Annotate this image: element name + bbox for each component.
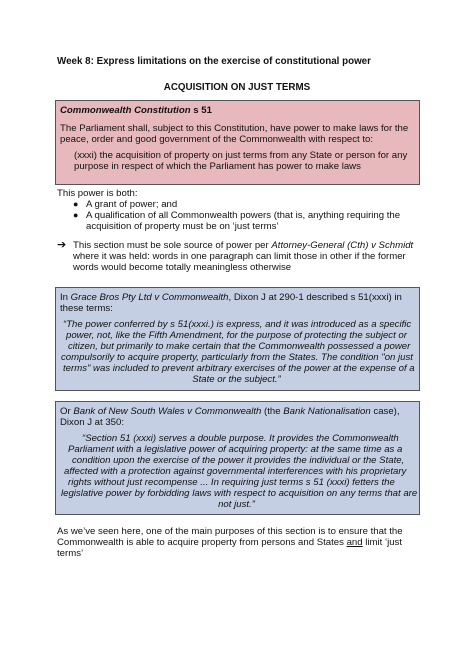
bullet-icon: ● — [73, 210, 79, 220]
bullet-item: A grant of power; and — [86, 199, 178, 210]
grace-bros-quote-line: compulsorily to acquire property, particularly from the States. The condition "on just — [61, 352, 413, 363]
bank-quote-line: legislative power by forbidding laws with respect to acquisition on any terms that are — [61, 488, 418, 499]
bullet-item-continuation: acquisition of property must be on ‘just terms’ — [86, 221, 279, 232]
bank-quote-line: affected with a protection against governmental interferences with his proprietary — [64, 466, 407, 477]
power-intro: This power is both: — [57, 188, 138, 199]
constitution-text-line: The Parliament shall, subject to this Constitution, have power to make laws for the — [60, 123, 409, 134]
grace-bros-quote-line: power, not, like the Fifth Amendment, for the purpose of protecting the subject or — [66, 330, 407, 341]
section-title: ACQUISITION ON JUST TERMS — [163, 82, 311, 93]
constitution-subsection-line: purpose in respect of which the Parliament has power to make laws — [74, 161, 361, 172]
grace-bros-intro-line: these terms: — [60, 303, 113, 314]
bank-quote-line: Parliament with a legislative power of acquiring property: at the same time as a — [68, 444, 403, 455]
bank-intro: Or Bank of New South Wales v Commonwealth (the Bank Nationalisation case), — [60, 406, 400, 417]
bank-intro-line: Dixon J at 350: — [60, 417, 124, 428]
grace-bros-quote-line: citizen, but primarily to make certain that the Commonwealth possessed a power — [68, 341, 411, 352]
constitution-text-line: peace, order and good government of the Commonwealth with respect to: — [60, 134, 374, 145]
closing-line: Commonwealth is able to acquire property from persons and States and limit ‘just — [57, 537, 403, 548]
bank-quote-line: “Section 51 (xxxi) serves a double purpose. It provides the Commonwealth — [82, 433, 399, 444]
grace-bros-quote-line: State or the subject.” — [192, 374, 281, 385]
grace-bros-quote-line: terms" was included to prevent arbitrary exercises of the power at the expense of a — [63, 363, 415, 374]
bank-quote-line: rights without just recompense ... In requiring just terms s 51 (xxxi) fetters the — [68, 477, 395, 488]
bullet-item: A qualification of all Commonwealth powers (that is, anything requiring the — [86, 210, 401, 221]
constitution-title: Commonwealth Constitution s 51 — [60, 105, 212, 116]
page-heading: Week 8: Express limitations on the exercise of constitutional power — [57, 56, 371, 67]
schmidt-line: where it was held: words in one paragraph can limit those in other if the former — [73, 251, 406, 262]
grace-bros-quote-line: “The power conferred by s 51(xxxi.) is express, and it was introduced as a specific — [63, 319, 412, 330]
constitution-subsection-line: (xxxi) the acquisition of property on just terms from any State or person for any — [74, 150, 408, 161]
schmidt-line: This section must be sole source of power per Attorney-General (Cth) v Schmidt — [73, 240, 414, 251]
closing-line: terms’ — [57, 548, 84, 559]
bullet-icon: ● — [73, 199, 79, 209]
closing-line: As we’ve seen here, one of the main purposes of this section is to ensure that the — [57, 526, 403, 537]
schmidt-line: words would become totally meaningless otherwise — [73, 262, 292, 273]
bank-quote-line: not just.” — [218, 499, 255, 510]
grace-bros-intro: In Grace Bros Pty Ltd v Commonwealth, Dixon J at 290-1 described s 51(xxxi) in — [60, 292, 402, 303]
arrow-right-icon: ➔ — [57, 239, 67, 251]
bank-quote-line: condition upon the exercise of the power it provides the individual or the State, — [72, 455, 405, 466]
